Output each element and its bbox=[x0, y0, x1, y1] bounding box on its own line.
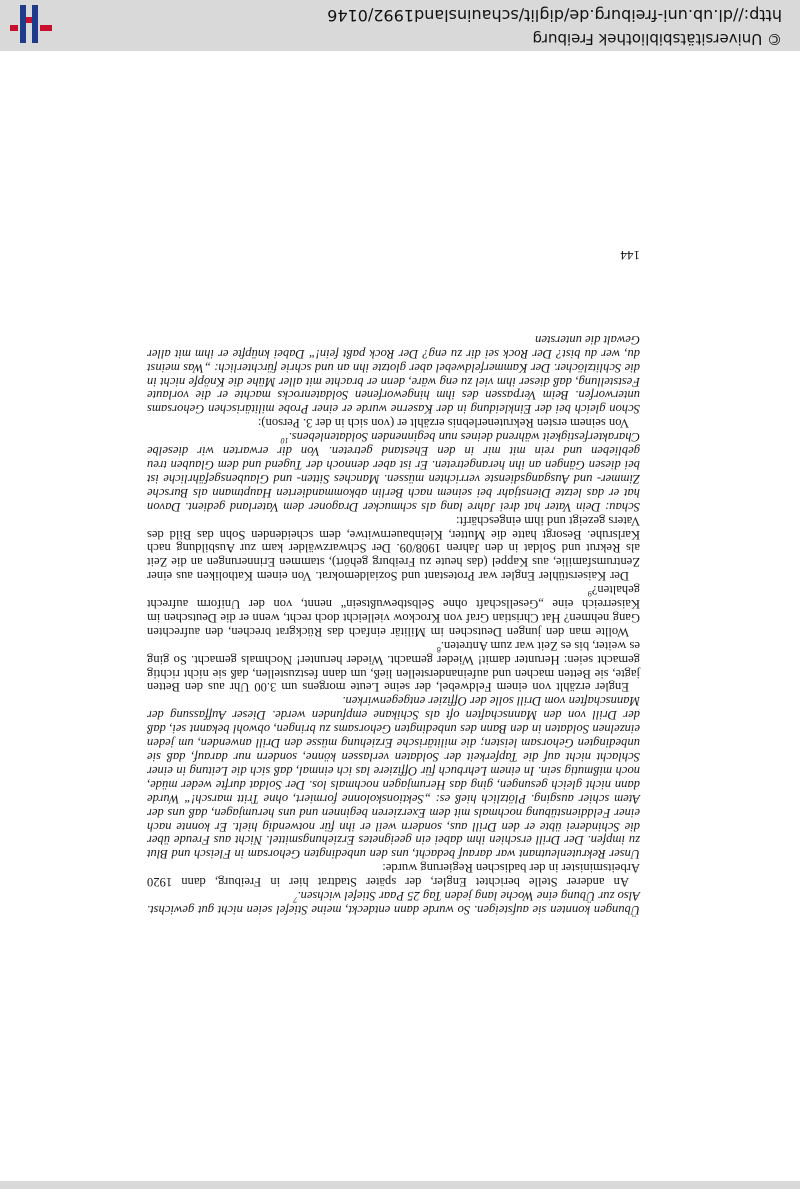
permalink-url[interactable]: http://dl.ub.uni-freiburg.de/diglit/schauinsland1992/0146 bbox=[327, 6, 782, 25]
footer-bar bbox=[0, 0, 800, 51]
paragraph: An anderer Stelle berichtet Engler, der später Stadtrat hier in Freiburg, dann 1920 Arbeitsminister in der badischen Regierung wurde: bbox=[147, 861, 640, 890]
page-number: 144 bbox=[620, 248, 640, 263]
paragraph: Der Kaiserstühler Engler war Protestant und Sozialdemokrat. Von einem Katholiken aus einer Zentrumsfamilie, aus Kappel (das heute zu Freiburg gehört), stammen Erinnerungen an die Zeit als Rekrut und Soldat in den Jahren 1908/09. Der Schwarzwälder kam zur Ausbildung nach Karlsruhe. Besorgt hatte die Mutter, Kleinbauernwitwe, dem scheidenden Sohn das Bild des Vaters gezeigt und ihm eingeschärft: bbox=[147, 513, 640, 584]
paragraph: Unser Rekrutenleutnant war darauf bedacht, uns den unbedingten Gehorsam in Fleisch und Blut zu impfen. Der Drill erschien ihm dabei ein geeignetes Erziehungsmittel. Nicht aus Freude über die Schinderei übte er den Drill aus, sondern weil er ihn für notwendig hielt. Er konnte nach einer Felddienstübung nochmals mit dem Exerzieren beginnen und uns herumjagen, daß uns der Atem schier ausging. Plötzlich hieß es: „Sektionskolonne formiert, ohne Tritt marsch!“ Wurde dann nicht gleich gesungen, ging das Herumjagen nochmals los. Der Soldat durfte weder müde, noch mißmutig sein. In einem Lehrbuch für Offiziere las ich einmal, daß sich die Leitung in einer Schlacht nicht auf die Tapferkeit der Soldaten verlassen könne, sondern nur darauf, daß sie unbedingten Gehorsam leisten; die militärische Erziehung müsse den Drill anwenden, um jeden einzelnen Soldaten in den Bann des unbedingten Gehorsams zu bringen, obwohl bekannt sei, daß der Drill von den Mannschaften oft als Schikane empfunden werde. Dieser Auffassung der Mannschaften vom Drill solle der Offizier entgegenwirken. bbox=[147, 694, 640, 862]
document-text bbox=[147, 332, 640, 916]
paragraph: Schau: Dein Vater hat drei Jahre lang als schmucker Dragoner dem Vaterland gedient. Davon hat er das letzte Dienstjahr bei seinem nach Berlin abkommandierten Hauptmann als Bursche Zimmer- und Ausgangsdienste verrichten müssen. Manches Sitten- und Glaubensgefährliche ist bei diesen Gängen an ihn herangetreten. Er ist aber dennoch der Tugend und dem Glauben treu geblieben und rein mit mir in den Ehestand getreten. Von dir erwarten wir dieselbe Charakterfestigkeit während deines nun beginnenden Soldatenlebens.$^{10}$ bbox=[147, 430, 640, 514]
footnote-marker: 9 bbox=[587, 589, 592, 599]
paragraph: Übungen konnten sie aufsteigen. So wurde dann entdeckt, meine Stiefel seien nicht gut gewichst. Also zur Übung eine Woche lang jeden Tag 25 Paar Stiefel wichsen.$^7$ bbox=[147, 889, 640, 917]
paragraph: Engler erzählt von einem Feldwebel, der seine Leute morgens um 3.00 Uhr aus den Betten jagte, sie Betten machen und aufeinanderstellen ließ, um dann festzustellen, daß sie nicht richtig gemacht seien: Herunter damit! Wieder gemacht. Wieder herunter! Nochmals gemacht. So ging es weiter, bis es Zeit war zum Antreten.$^8$ bbox=[147, 638, 640, 695]
paragraph: Wollte man den jungen Deutschen im Militär einfach das Rückgrat brechen, den aufrechten Gang nehmen? Hat Christian Graf von Krockow vielleicht doch recht, wenn er die Deutschen im Kaiserreich eine „Gesellschaft ohne Selbstbewußtsein“ nennt, von der Uniform aufrecht gehalten?$^9$ bbox=[147, 583, 640, 639]
copyright-text: © Universitätsbibliothek Freiburg bbox=[532, 30, 782, 48]
paragraph: Schon gleich bei der Einkleidung in der Kaserne wurde er einer Probe militärischen Gehorsams unterworfen. Beim Verpassen des ihm hingeworfenen Soldatenrocks machte er die vorlaute Feststellung, daß dieser ihm viel zu eng wäre, denn er brachte mit aller Mühe die Knöpfe nicht in die Schlitzlöcher. Der Kammerfeldwebel aber glotzte ihn an und schrie fürchterlich: „Was meinst du, wer du bist? Der Rock sei dir zu eng? Der Rock paßt fein!“ Dabei knüpfte er ihm mit aller Gewalt die untersten bbox=[147, 332, 640, 417]
footnote-marker: 8 bbox=[436, 644, 441, 654]
university-library-logo bbox=[8, 3, 56, 45]
viewer-top-strip bbox=[0, 1181, 800, 1189]
footnote-marker: 7 bbox=[293, 895, 298, 905]
footnote-marker: 10 bbox=[280, 436, 289, 446]
paragraph: Von seinem ersten Rekrutenerlebnis erzählt er (von sich in der 3. Person): bbox=[257, 416, 629, 431]
